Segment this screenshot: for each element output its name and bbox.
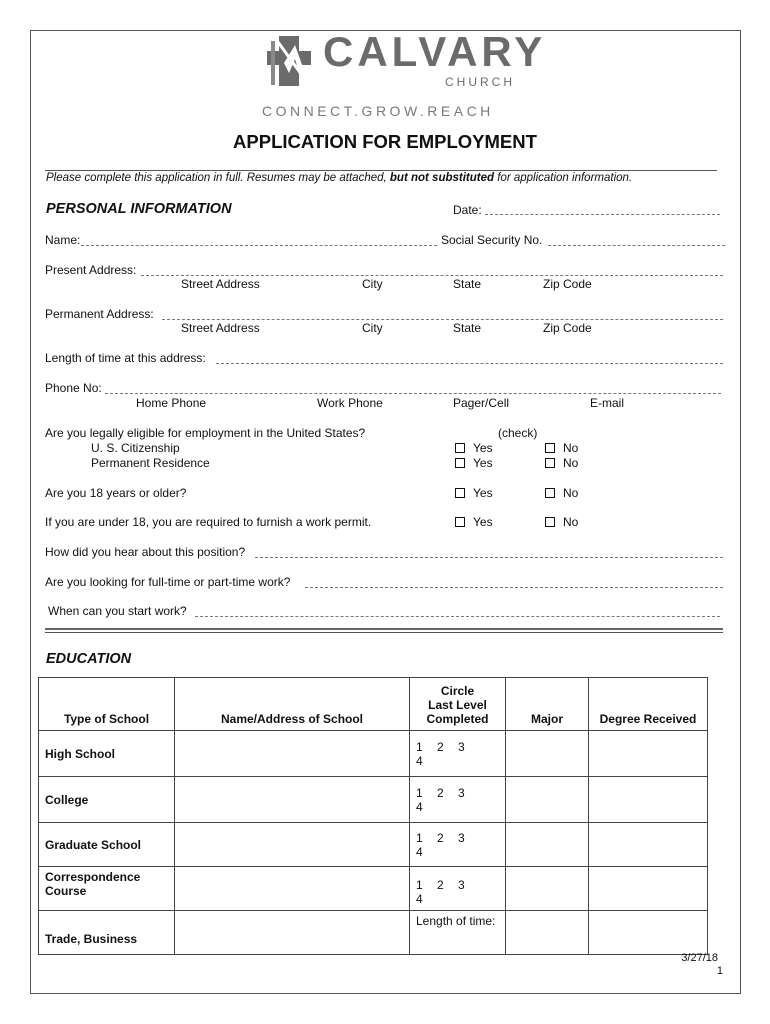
checkbox-icon[interactable] <box>455 517 465 527</box>
section-divider-2 <box>45 632 723 633</box>
level-4[interactable]: 4 <box>416 892 423 906</box>
education-heading: EDUCATION <box>46 651 132 667</box>
level-cell[interactable] <box>410 823 506 867</box>
table-row <box>39 823 708 867</box>
level-cell[interactable] <box>410 777 506 823</box>
name-address-cell[interactable] <box>175 911 410 955</box>
tagline: CONNECT.GROW.REACH <box>262 103 494 119</box>
permanent-zip-sublabel: Zip Code <box>543 321 592 335</box>
title-rule <box>45 170 717 171</box>
personal-heading: PERSONAL INFORMATION <box>46 201 232 217</box>
level-1[interactable]: 1 <box>416 830 423 845</box>
level-2[interactable]: 2 <box>437 830 444 845</box>
ssn-label: Social Security No. <box>441 233 543 247</box>
page-title: APPLICATION FOR EMPLOYMENT <box>233 131 537 152</box>
page-number: 1 <box>716 965 723 977</box>
table-row <box>39 911 708 955</box>
degree-cell[interactable] <box>589 777 708 823</box>
degree-cell[interactable] <box>589 867 708 911</box>
hear-field[interactable] <box>255 557 723 558</box>
level-1[interactable]: 1 <box>416 878 423 892</box>
eligibility-question: Are you legally eligible for employment in the United States? <box>45 426 366 440</box>
no-text: No <box>563 441 579 455</box>
start-question: When can you start work? <box>48 604 187 618</box>
level-3[interactable]: 3 <box>458 830 465 845</box>
length-of-time-cell[interactable] <box>410 911 506 955</box>
col-level-header <box>410 678 506 731</box>
home-phone-sublabel: Home Phone <box>136 396 207 410</box>
table-header-row <box>39 678 708 731</box>
no-text: No <box>563 456 579 470</box>
level-2[interactable]: 2 <box>437 785 444 800</box>
name-address-cell[interactable] <box>175 867 410 911</box>
major-cell[interactable] <box>506 777 589 823</box>
col-degree-header: Degree Received <box>589 678 708 731</box>
name-label: Name: <box>45 233 81 247</box>
residence-no-option[interactable] <box>545 456 578 470</box>
instructions <box>46 172 632 184</box>
email-sublabel: E-mail <box>590 396 625 410</box>
col-name-header: Name/Address of School <box>175 678 410 731</box>
permanent-address-field[interactable] <box>162 319 723 320</box>
education-table <box>38 677 708 955</box>
present-city-sublabel: City <box>362 277 383 291</box>
permanent-city-sublabel: City <box>362 321 383 335</box>
major-cell[interactable] <box>506 911 589 955</box>
yes-text: Yes <box>473 441 493 455</box>
instructions-text-1: Please complete this application in full. Resumes may be attached, <box>46 172 390 184</box>
degree-cell[interactable] <box>589 911 708 955</box>
level-3[interactable]: 3 <box>458 878 465 892</box>
citizenship-no-option[interactable] <box>545 441 578 455</box>
permanent-state-sublabel: State <box>453 321 482 335</box>
age-yes-option[interactable] <box>455 486 493 500</box>
level-3[interactable]: 3 <box>458 739 465 754</box>
checkbox-icon[interactable] <box>545 458 555 468</box>
row-label-high-school: High School <box>39 731 175 777</box>
present-street-sublabel: Street Address <box>181 277 260 291</box>
col-level-line3: Completed <box>426 712 489 726</box>
name-address-cell[interactable] <box>175 823 410 867</box>
check-label: (check) <box>498 426 538 440</box>
length-label: Length of time at this address: <box>45 351 206 365</box>
name-field[interactable] <box>81 245 437 246</box>
permanent-address-label: Permanent Address: <box>45 307 154 321</box>
phone-label: Phone No: <box>45 381 102 395</box>
row-label-correspondence-line2: Course <box>45 884 87 898</box>
present-address-label: Present Address: <box>45 263 137 277</box>
no-text: No <box>563 515 579 529</box>
table-row <box>39 777 708 823</box>
major-cell[interactable] <box>506 823 589 867</box>
col-type-header: Type of School <box>39 678 175 731</box>
row-label-graduate-school: Graduate School <box>39 823 175 867</box>
instructions-text-2: for application information. <box>494 172 633 184</box>
level-3[interactable]: 3 <box>458 785 465 800</box>
length-field[interactable] <box>216 363 723 364</box>
checkbox-icon[interactable] <box>545 488 555 498</box>
age-question: Are you 18 years or older? <box>45 486 187 500</box>
phone-field[interactable] <box>105 393 721 394</box>
start-field[interactable] <box>195 616 720 617</box>
citizenship-label: U. S. Citizenship <box>91 441 180 455</box>
no-text: No <box>563 486 579 500</box>
date-field[interactable] <box>485 214 720 215</box>
major-cell[interactable] <box>506 731 589 777</box>
col-level-line1: Circle <box>440 684 475 698</box>
level-2[interactable]: 2 <box>437 739 444 754</box>
fulltime-question: Are you looking for full-time or part-time work? <box>45 575 291 589</box>
degree-cell[interactable] <box>589 731 708 777</box>
row-label-trade-business: Trade, Business <box>39 911 175 955</box>
hear-question: How did you hear about this position? <box>45 545 246 559</box>
permit-no-option[interactable] <box>545 515 578 529</box>
work-phone-sublabel: Work Phone <box>317 396 383 410</box>
name-address-cell[interactable] <box>175 731 410 777</box>
present-state-sublabel: State <box>453 277 482 291</box>
date-label: Date: <box>453 203 482 217</box>
col-level-line2: Last Level <box>428 698 487 712</box>
yes-text: Yes <box>473 456 493 470</box>
yes-text: Yes <box>473 515 493 529</box>
fulltime-field[interactable] <box>305 587 723 588</box>
level-cell[interactable] <box>410 731 506 777</box>
brand-name: CALVARY <box>323 28 547 75</box>
instructions-bold: but not substituted <box>389 172 495 184</box>
calvary-logo-icon <box>265 33 313 89</box>
row-label-correspondence-line1: Correspondence <box>45 870 141 884</box>
ssn-field[interactable] <box>548 245 725 246</box>
citizenship-yes-option[interactable] <box>455 441 493 455</box>
level-4[interactable]: 4 <box>416 753 423 768</box>
level-1[interactable]: 1 <box>416 739 423 754</box>
age-no-option[interactable] <box>545 486 578 500</box>
revision-date: 3/27/18 <box>681 952 718 964</box>
residence-label: Permanent Residence <box>91 456 210 470</box>
row-label-college: College <box>39 777 175 823</box>
checkbox-icon[interactable] <box>455 443 465 453</box>
length-of-time-label: Length of time: <box>416 914 496 928</box>
table-row <box>39 867 708 911</box>
level-4[interactable]: 4 <box>416 844 423 859</box>
level-2[interactable]: 2 <box>437 878 444 892</box>
row-label-correspondence <box>39 867 175 911</box>
residence-yes-option[interactable] <box>455 456 493 470</box>
checkbox-icon[interactable] <box>545 443 555 453</box>
level-1[interactable]: 1 <box>416 785 423 800</box>
yes-text: Yes <box>473 486 493 500</box>
present-zip-sublabel: Zip Code <box>543 277 592 291</box>
permit-question: If you are under 18, you are required to furnish a work permit. <box>45 515 372 529</box>
permit-yes-option[interactable] <box>455 515 493 529</box>
checkbox-icon[interactable] <box>455 488 465 498</box>
brand-sub: CHURCH <box>445 75 515 89</box>
section-divider <box>45 628 723 630</box>
level-4[interactable]: 4 <box>416 799 423 814</box>
major-cell[interactable] <box>506 867 589 911</box>
checkbox-icon[interactable] <box>455 458 465 468</box>
present-address-field[interactable] <box>141 275 723 276</box>
degree-cell[interactable] <box>589 823 708 867</box>
checkbox-icon[interactable] <box>545 517 555 527</box>
pager-sublabel: Pager/Cell <box>453 396 510 410</box>
permanent-street-sublabel: Street Address <box>181 321 260 335</box>
col-major-header: Major <box>506 678 589 731</box>
name-address-cell[interactable] <box>175 777 410 823</box>
table-row <box>39 731 708 777</box>
level-cell[interactable] <box>410 867 506 911</box>
